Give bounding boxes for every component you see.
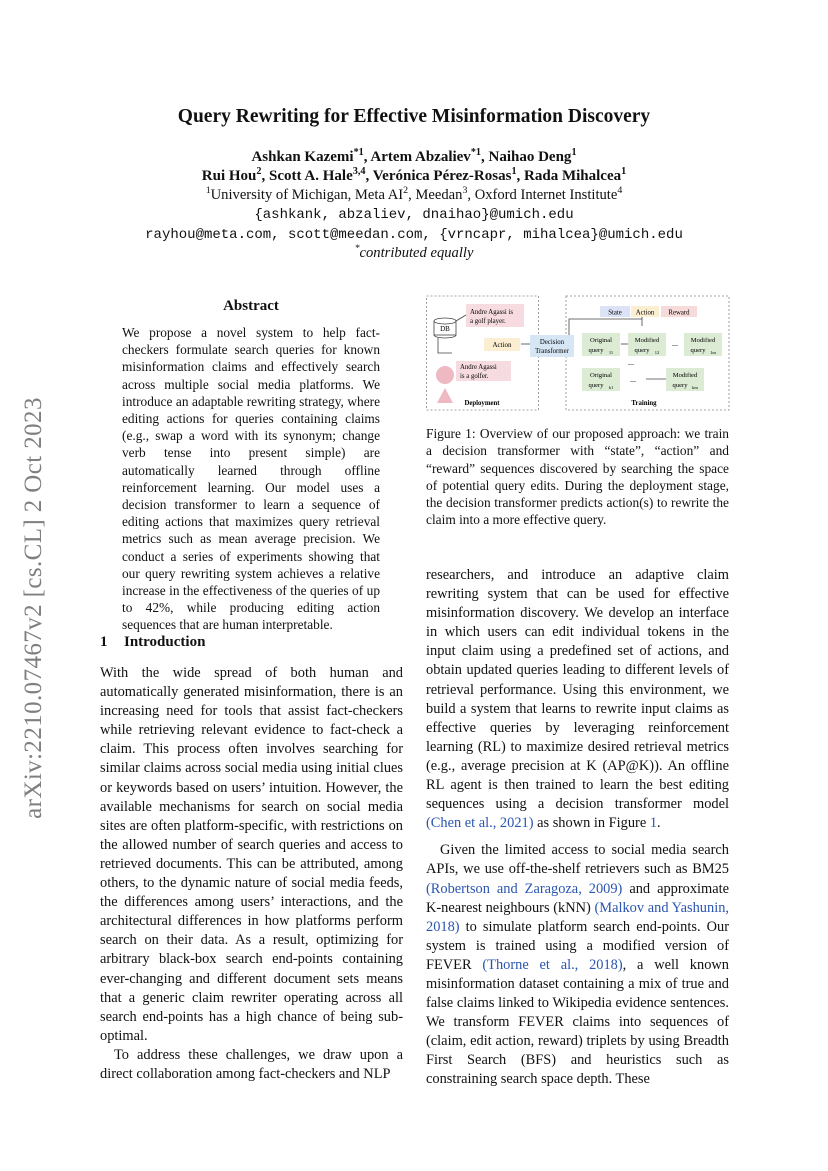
figure-1-diagram bbox=[426, 293, 730, 411]
svg-text:k1: k1 bbox=[608, 385, 614, 390]
paper-title: Query Rewriting for Effective Misinformation Discovery bbox=[177, 106, 651, 127]
intro-left-column bbox=[100, 664, 403, 1084]
svg-text:query: query bbox=[634, 347, 650, 354]
emails-line-2: rayhou@meta.com, scott@meedan.com, {vrncapr, mihalcea}@umich.edu bbox=[145, 227, 683, 243]
intro-paragraph-3: researchers, and introduce an adaptive claim rewriting system that can be used for effective misinformation discovery. We develop an interface in which users can edit individual tokens in the input claim using a predefined set of actions, and obtain updated queries leading to different levels of retrieval performance. Using this environment, we build a system that learns to rewrite input claims as effective queries by leveraging reinforcement learning (RL) to maximize desired retrieval metrics (e.g., average precision at K (AP@K)). An offline RL agent is then trained to learn the best editing sequences using a decision transformer model (Chen et al., 2021) as shown in Figure 1. bbox=[426, 567, 729, 832]
svg-text:Original: Original bbox=[590, 372, 612, 379]
svg-text:Deployment: Deployment bbox=[464, 400, 500, 407]
svg-text:...: ... bbox=[672, 339, 678, 348]
intro-paragraph-2: To address these challenges, we draw upon a direct collaboration among fact-checkers and NLP bbox=[100, 1046, 403, 1082]
svg-text:State: State bbox=[608, 309, 622, 317]
svg-text:query: query bbox=[672, 382, 688, 389]
abstract-body bbox=[122, 324, 380, 634]
svg-text:is a golfer.: is a golfer. bbox=[460, 373, 489, 380]
svg-text:Action: Action bbox=[492, 341, 512, 349]
intro-paragraph-1: With the wide spread of both human and automatically generated misinformation, there is an increasing need for tools that assist fact-checkers while retrieving relevant evidence to fact-check a claim. This process often involves searching for similar claims across social media using initial clues or keywords based on users’ intuition. However, the available mechanisms for search on social media sites are often platform-specific, with restrictions on the allowed number of search queries and access to retrieved documents. This can be attributed, among others, to the dynamic nature of social media feeds, the differences among users’ interactions, and the architectural differences in how platforms perform search on their data. As a result, optimizing for arbitrary black-box search end-points containing ever-changing and different document sets means that a generic claim rewriter operating across all search end-points has a high chance of being sub-optimal. bbox=[100, 665, 403, 1044]
svg-text:query: query bbox=[588, 347, 604, 354]
abstract-text: We propose a novel system to help fact-checkers formulate search queries for known misinformation claims and effectively search across multiple social media platforms. We introduce an adaptable rewriting strategy, where editing actions for queries containing claims (e.g., swap a word with its synonym; change verb tense into present simple) are automatically learned through offline reinforcement learning. Our model uses a decision transformer to learn a sequence of editing actions that maximizes query retrieval metrics such as mean average precision. We conduct a series of experiments showing that our query rewriting system achieves a relative increase in the effectiveness of the queries of up to 42%, while producing editing action sequences that are human interpretable. bbox=[122, 325, 380, 633]
svg-text:Decision: Decision bbox=[539, 339, 565, 346]
svg-text:Training: Training bbox=[631, 400, 657, 407]
svg-text:...: ... bbox=[628, 358, 634, 367]
citation-malkov-2018[interactable]: (Malkov and Yashunin, 2018) bbox=[426, 899, 729, 935]
emails-line-1: {ashkank, abzaliev, dnaihao}@umich.edu bbox=[254, 207, 574, 223]
author-line-1: Ashkan Kazemi$^{*1}$, Artem Abzaliev$^{*1}$, Naihao Deng$^1$ bbox=[251, 147, 577, 165]
arxiv-id-text: arXiv:2210.07467v2 [cs.CL] 2 Oct 2023 bbox=[20, 397, 47, 819]
svg-text:Andre Agassi is: Andre Agassi is bbox=[470, 309, 514, 316]
svg-text:Original: Original bbox=[590, 337, 612, 344]
affiliations: $^1$University of Michigan, Meta $AI^2$, Meedan$^3$, Oxford Internet Institute$^4$ bbox=[205, 185, 623, 203]
intro-paragraph-4: Given the limited access to social media search APIs, we use off-the-shelf retrievers such as BM25 (Robertson and Zaragoza, 2009) and approximate K-nearest neighbours (kNN) (Malkov and Yashunin, 2018) to simulate platform search end-points. Our system is trained using a modified version of FEVER (Thorne et al., 2018), a well known misinformation dataset containing a mix of true and false claims linked to Wikipedia evidence sentences. We transform FEVER claims into sequences of (claim, edit action, reward) triplets by using Breadth First Search (BFS) and heuristics such as constraining search space depth. These bbox=[426, 842, 729, 1088]
svg-text:Modified: Modified bbox=[672, 372, 698, 379]
svg-text:Modified: Modified bbox=[690, 337, 716, 344]
svg-text:a golf player.: a golf player. bbox=[470, 318, 506, 325]
svg-text:11: 11 bbox=[608, 350, 614, 355]
abstract-heading: Abstract bbox=[223, 298, 279, 314]
database-icon bbox=[434, 318, 456, 338]
section-heading-introduction: 1 Introduction bbox=[100, 634, 206, 650]
arxiv-identifier bbox=[14, 378, 54, 838]
svg-text:Andre Agassi: Andre Agassi bbox=[460, 364, 497, 371]
svg-text:...: ... bbox=[630, 375, 636, 384]
citation-robertson-2009[interactable]: (Robertson and Zaragoza, 2009) bbox=[426, 880, 623, 897]
svg-text:1m: 1m bbox=[710, 350, 716, 355]
svg-text:query: query bbox=[690, 347, 706, 354]
citation-chen-2021[interactable]: (Chen et al., 2021) bbox=[426, 815, 534, 832]
figure-1-reference[interactable]: 1 bbox=[649, 815, 658, 832]
svg-text:Transformer: Transformer bbox=[535, 348, 569, 355]
svg-text:km: km bbox=[692, 385, 698, 390]
equal-contribution-note: *contributed equally bbox=[354, 243, 474, 261]
svg-text:DB: DB bbox=[440, 325, 450, 333]
svg-text:query: query bbox=[588, 382, 604, 389]
citation-thorne-2018[interactable]: (Thorne et al., 2018) bbox=[482, 956, 623, 973]
author-line-2: Rui Hou$^2$, Scott A. Hale$^{3,4}$, Verónica Pérez-Rosas$^1$, Rada Mihalcea$^1$ bbox=[201, 166, 627, 184]
user-icon bbox=[436, 366, 454, 403]
svg-text:Action: Action bbox=[635, 309, 655, 317]
figure-1-caption: Figure 1: Overview of our proposed approach: we train a decision transformer with “state”, “action” and “reward” sequences discovered by searching the space of potential query edits. During the deployment stage, the decision transformer predicts action(s) to rewrite the claim into a more effective query. bbox=[426, 426, 729, 528]
intro-right-column bbox=[426, 566, 729, 1090]
svg-text:Reward: Reward bbox=[668, 309, 690, 317]
svg-text:12: 12 bbox=[654, 350, 660, 355]
svg-text:Modified: Modified bbox=[634, 337, 660, 344]
